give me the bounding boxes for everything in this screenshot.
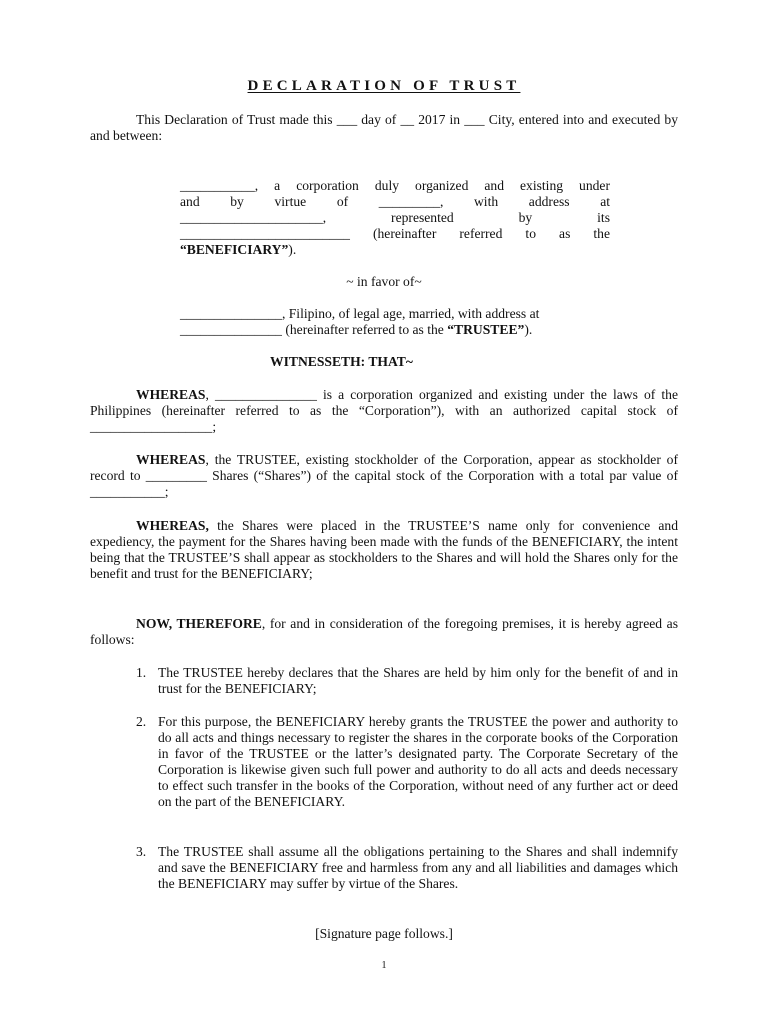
- trustee-line-1: _______________, Filipino, of legal age, married, with address at: [180, 306, 540, 321]
- page-number: 1: [381, 960, 387, 971]
- beneficiary-term: “BENEFICIARY”: [180, 242, 289, 257]
- whereas-paragraph-1: [90, 387, 678, 435]
- whereas-3-text: the Shares were placed in the TRUSTEE’S name only for convenience and expediency, the payment for the Shares having been made with the funds of the BENEFICIARY, the intent being that the TRUSTEE’S shall appear as stockholders to the Shares and will hold the Shares only for the benefit and trust for the BENEFICIARY;: [90, 518, 678, 581]
- list-item-number: 2.: [136, 714, 147, 729]
- now-therefore-lead: NOW, THEREFORE: [136, 616, 262, 631]
- whereas-3-lead: WHEREAS,: [136, 518, 209, 533]
- trustee-line-2-start: _______________ (hereinafter referred to as the: [180, 322, 448, 337]
- whereas-1-lead: WHEREAS: [136, 387, 206, 402]
- list-item: [136, 844, 678, 892]
- list-item-text: For this purpose, the BENEFICIARY hereby grants the TRUSTEE the power and authority to do all acts and things necessary to register the shares in the corporate books of the Corporation in favor of the TRUSTEE or the latter’s designated party. The Corporate Secretary of the Corporation is likewise given such full power and authority to do all acts and deeds necessary to effect such transfer in the books of the Corporation, without need of any further act or deed on the part of the BENEFICIARY.: [158, 714, 678, 809]
- intro-paragraph: This Declaration of Trust made this ___ day of __ 2017 in ___ City, entered into and executed by and between:: [90, 112, 678, 143]
- beneficiary-line-4: _________________________ (hereinafter referred to as the: [180, 226, 610, 241]
- list-item-text: The TRUSTEE shall assume all the obligations pertaining to the Shares and shall indemnify and save the BENEFICIARY free and harmless from any and all liabilities and damages which the BENEFICIARY may suffer by virtue of the Shares.: [158, 844, 678, 891]
- trustee-term: “TRUSTEE”: [447, 322, 525, 337]
- beneficiary-line-1: ___________, a corporation duly organized and existing under: [180, 178, 610, 193]
- whereas-1-text: , _______________ is a corporation organized and existing under the laws of the Philippines (hereinafter referred to as the “Corporation”), with an authorized capital stock of __________________;: [90, 387, 678, 434]
- whereas-paragraph-3: [90, 518, 678, 582]
- now-therefore-paragraph: [90, 616, 678, 648]
- list-item-text: The TRUSTEE hereby declares that the Shares are held by him only for the benefit of and in trust for the BENEFICIARY;: [158, 665, 678, 696]
- beneficiary-line-3: _____________________, represented by its: [180, 210, 610, 225]
- list-item: [136, 665, 678, 697]
- signature-page-note: [Signature page follows.]: [315, 926, 453, 941]
- beneficiary-line-5-end: ).: [288, 242, 297, 257]
- document-title: DECLARATION OF TRUST: [247, 78, 521, 94]
- whereas-2-lead: WHEREAS: [136, 452, 206, 467]
- list-item: [136, 714, 678, 810]
- trustee-block: [180, 306, 610, 338]
- beneficiary-line-2: and by virtue of _________, with address at: [180, 194, 610, 209]
- list-item-number: 3.: [136, 844, 147, 859]
- now-therefore-text: , for and in consideration of the foregoing premises, it is hereby agreed as follows:: [90, 616, 678, 647]
- whereas-2-text: , the TRUSTEE, existing stockholder of the Corporation, appear as stockholder of record to _________ Shares (“Shares”) of the capital stock of the Corporation with a total par value of ___________;: [90, 452, 678, 499]
- beneficiary-line-5: [180, 242, 610, 258]
- in-favor-of: ~ in favor of~: [346, 274, 422, 289]
- list-item-number: 1.: [136, 665, 147, 680]
- trustee-line-2-end: ).: [524, 322, 533, 337]
- witnesseth-heading: WITNESSETH: THAT~: [270, 354, 413, 369]
- trustee-line-2: [180, 322, 610, 338]
- whereas-paragraph-2: [90, 452, 678, 500]
- beneficiary-block: [180, 178, 610, 258]
